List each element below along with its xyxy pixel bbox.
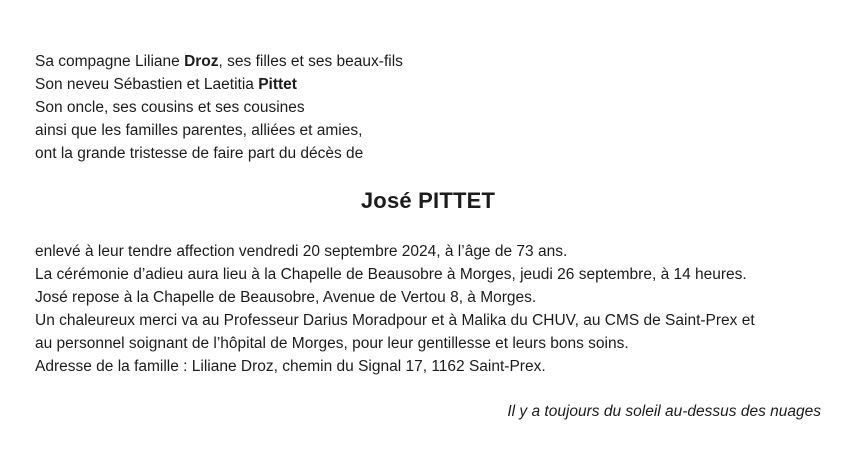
body-line-6: Adresse de la famille : Liliane Droz, chemin du Signal 17, 1162 Saint-Prex.: [35, 358, 546, 375]
body-line-4: Un chaleureux merci va au Professeur Darius Moradpour et à Malika du CHUV, au CMS de Saint-Prex et: [35, 312, 755, 329]
intro-line-3: Son oncle, ses cousins et ses cousines: [35, 99, 305, 116]
body-line-3: José repose à la Chapelle de Beausobre, Avenue de Vertou 8, à Morges.: [35, 289, 537, 306]
intro-line-4: ainsi que les familles parentes, alliées et amies,: [35, 122, 363, 139]
intro-line-2: [35, 73, 821, 96]
intro-line-1: [35, 50, 821, 73]
body-line-2: La cérémonie d’adieu aura lieu à la Chapelle de Beausobre à Morges, jeudi 26 septembre, à 14 heures.: [35, 266, 747, 283]
family-intro-block: [35, 50, 821, 165]
surname-droz-bold: Droz: [184, 53, 219, 70]
intro-line-1-text-after: , ses filles et ses beaux-fils: [218, 53, 403, 70]
intro-line-5: ont la grande tristesse de faire part du décès de: [35, 145, 364, 162]
intro-line-2-text: Son neveu Sébastien et Laetitia: [35, 76, 259, 93]
epitaph-quote: Il y a toujours du soleil au-dessus des nuages: [507, 403, 821, 420]
deceased-name-title: José PITTET: [360, 188, 496, 213]
body-line-1: enlevé à leur tendre affection vendredi 20 septembre 2024, à l’âge de 73 ans.: [35, 243, 568, 260]
announcement-body: [35, 240, 821, 378]
surname-pittet-bold: Pittet: [258, 76, 297, 93]
intro-line-1-text: Sa compagne Liliane: [35, 53, 185, 70]
body-line-5: au personnel soignant de l’hôpital de Morges, pour leur gentillesse et leurs bons soins.: [35, 335, 629, 352]
